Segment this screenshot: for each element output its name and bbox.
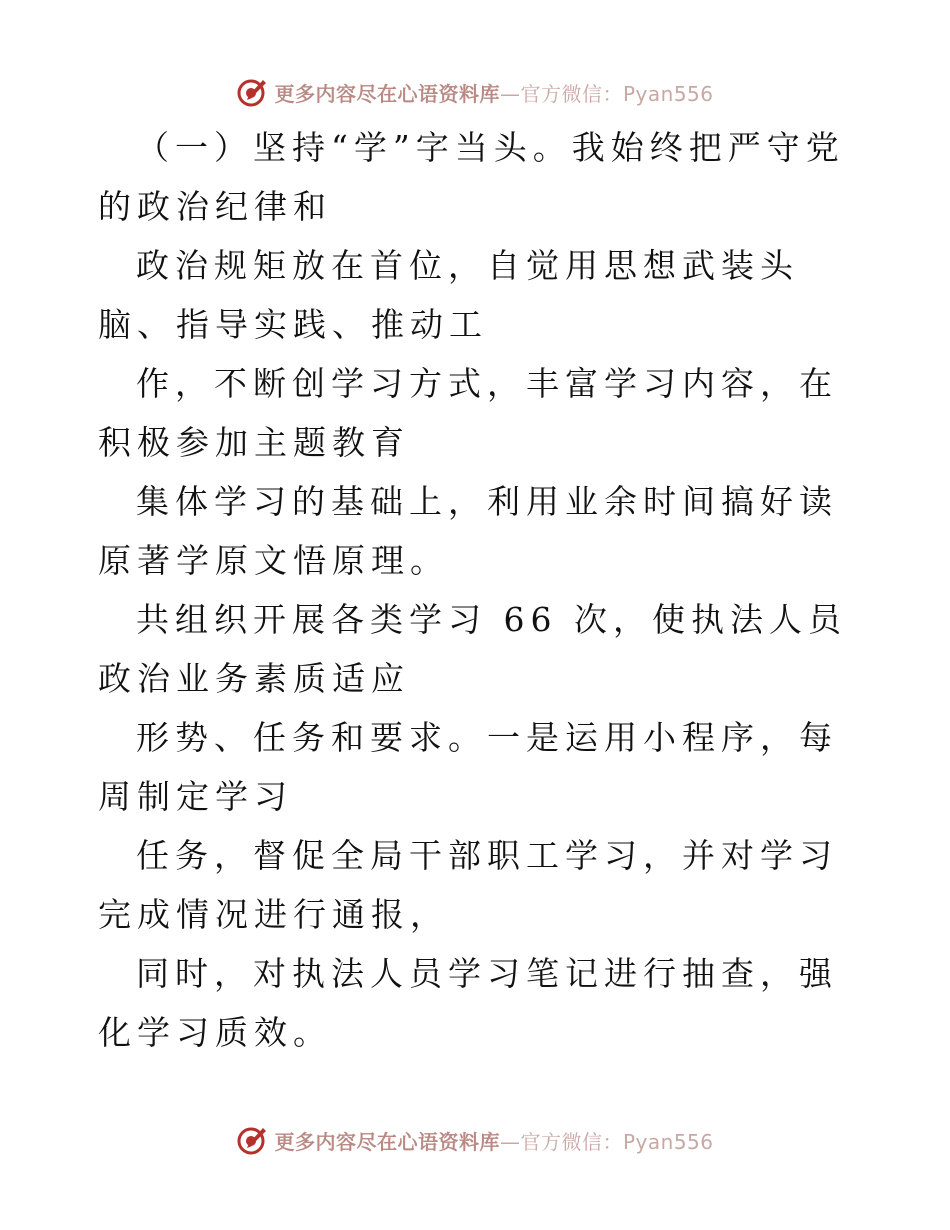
paragraph: 任务，督促全局干部职工学习，并对学习完成情况进行通报，	[98, 836, 838, 934]
footer-watermark-banner	[0, 1120, 950, 1160]
paragraph: 共组织开展各类学习 66 次，使执法人员政治业务素质适应	[98, 600, 847, 698]
paragraph: 政治规矩放在首位，自觉用思想武装头脑、指导实践、推动工	[98, 246, 799, 344]
paragraph: 形势、任务和要求。一是运用小程序，每周制定学习	[98, 718, 838, 816]
pen-logo-icon	[236, 1124, 268, 1156]
banner-text: 更多内容尽在心语资料库—官方微信：Pyan556	[274, 1129, 714, 1154]
paragraph: 集体学习的基础上，利用业余时间搞好读原著学原文悟原理。	[98, 482, 838, 580]
document-body	[98, 118, 858, 1062]
paragraph: （一）坚持“学”字当头。我始终把严守党的政治纪律和	[98, 128, 845, 226]
pen-logo-icon	[236, 76, 268, 108]
header-watermark-banner	[0, 72, 950, 112]
paragraph: 作，不断创学习方式，丰富学习内容，在积极参加主题教育	[98, 364, 838, 462]
banner-text: 更多内容尽在心语资料库—官方微信：Pyan556	[274, 81, 714, 106]
paragraph: 同时，对执法人员学习笔记进行抽查，强化学习质效。	[98, 954, 838, 1052]
